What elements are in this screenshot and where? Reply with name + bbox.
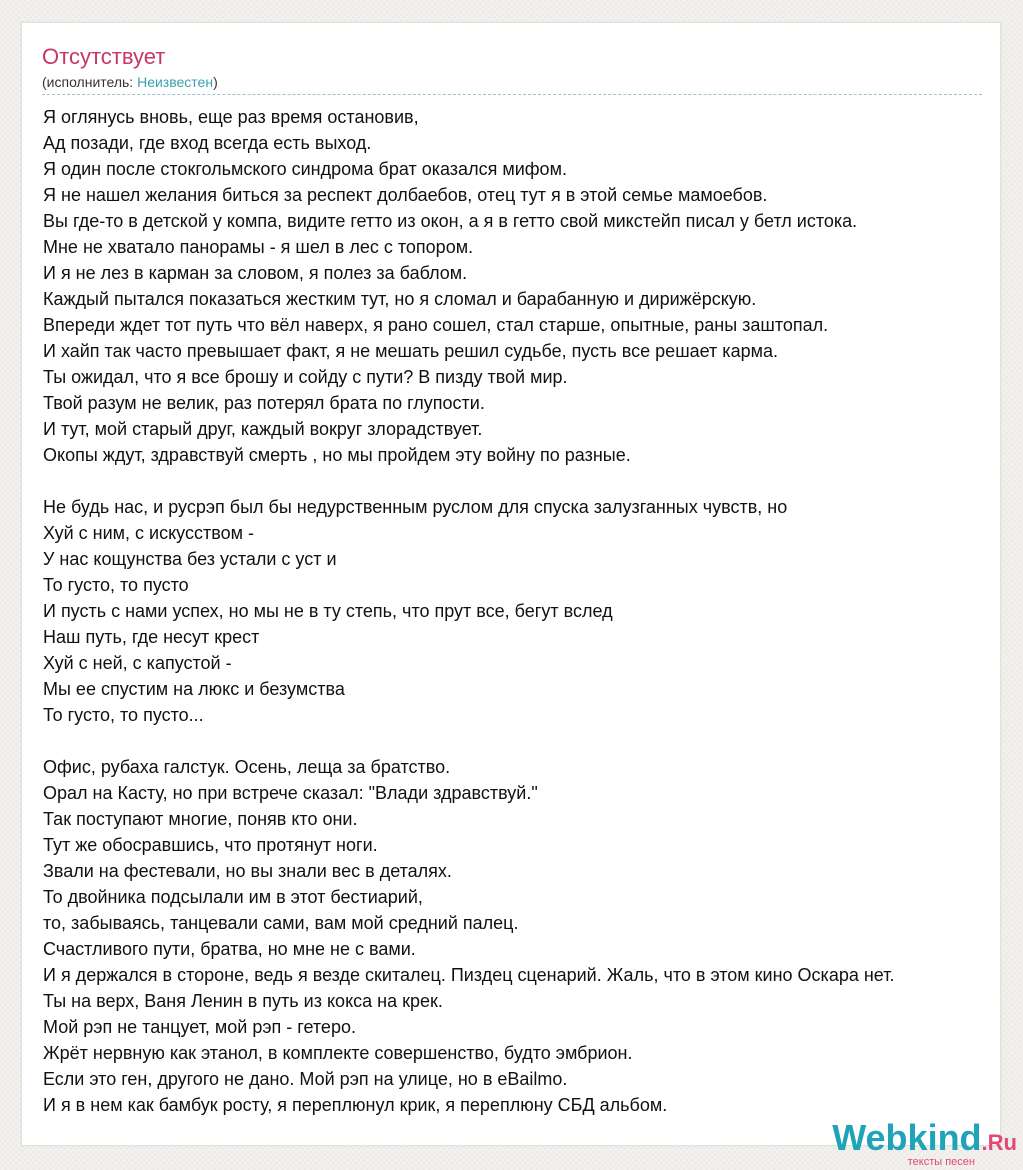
lyric-line: Вы где-то в детской у компа, видите гетто из окон, а я в гетто свой микстейп писал у бетл истока. — [43, 211, 858, 231]
stanza-gap — [43, 468, 1003, 494]
lyric-line: Мой рэп не танцует, мой рэп - гетеро. — [43, 1017, 356, 1037]
lyric-line: И тут, мой старый друг, каждый вокруг злорадствует. — [43, 419, 483, 439]
lyric-line: Так поступают многие, поняв кто они. — [43, 809, 358, 829]
lyric-line: Жрёт нервную как этанол, в комплекте совершенство, будто эмбрион. — [43, 1043, 633, 1063]
song-title: Отсутствует — [42, 44, 166, 69]
lyric-line: То густо, то пусто... — [43, 705, 204, 725]
logo-main-text: Webkind — [832, 1117, 982, 1158]
lyric-line: И я держался в стороне, ведь я везде скиталец. Пиздец сценарий. Жаль, что в этом кино Оскара нет. — [43, 965, 895, 985]
lyric-line: Если это ген, другого не дано. Мой рэп на улице, но в eBailmo. — [43, 1069, 568, 1089]
artist-suffix: ) — [213, 74, 218, 90]
verse-2 — [43, 494, 1003, 728]
lyric-line: Наш путь, где несут крест — [43, 627, 260, 647]
lyric-line: Хуй с ним, с искусством - — [43, 523, 254, 543]
artist-link[interactable]: Неизвестен — [137, 74, 214, 90]
lyrics-card — [21, 22, 1001, 1146]
logo-tagline: тексты песен — [907, 1156, 975, 1168]
lyric-line: Мне не хватало панорамы - я шел в лес с топором. — [43, 237, 474, 257]
divider — [42, 94, 982, 95]
lyric-line: Ад позади, где вход всегда есть выход. — [43, 133, 372, 153]
lyric-line: И пусть с нами успех, но мы не в ту степь, что прут все, бегут вслед — [43, 601, 613, 621]
lyric-line: Впереди ждет тот путь что вёл наверх, я рано сошел, стал старше, опытные, раны заштопал. — [43, 315, 829, 335]
lyric-line: то, забываясь, танцевали сами, вам мой средний палец. — [43, 913, 519, 933]
lyric-line: Звали на фестевали, но вы знали вес в деталях. — [43, 861, 452, 881]
lyric-line: Офис, рубаха галстук. Осень, леща за братство. — [43, 757, 451, 777]
lyrics-text — [43, 104, 1003, 1118]
lyric-line: Окопы ждут, здравствуй смерть , но мы пройдем эту войну по разные. — [43, 445, 631, 465]
artist-line — [42, 73, 218, 91]
lyric-line: И я в нем как бамбук росту, я переплюнул крик, я переплюну СБД альбом. — [43, 1095, 668, 1115]
verse-1 — [43, 104, 1003, 468]
lyric-line: Счастливого пути, братва, но мне не с вами. — [43, 939, 416, 959]
lyric-line: Ты на верх, Ваня Ленин в путь из кокса на крек. — [43, 991, 443, 1011]
stanza-gap — [43, 728, 1003, 754]
lyric-line: Орал на Касту, но при встрече сказал: "Влади здравствуй." — [43, 783, 538, 803]
lyric-line: То густо, то пусто — [43, 575, 189, 595]
lyric-line: То двойника подсылали им в этот бестиарий, — [43, 887, 423, 907]
lyric-line: Твой разум не велик, раз потерял брата по глупости. — [43, 393, 485, 413]
lyric-line: Не будь нас, и русрэп был бы недурственным руслом для спуска залузганных чувств, но — [43, 497, 788, 517]
lyric-line: Ты ожидал, что я все брошу и сойду с пути? В пизду твой мир. — [43, 367, 568, 387]
lyric-line: Я один после стокгольмского синдрома брат оказался мифом. — [43, 159, 567, 179]
lyric-line: Хуй с ней, с капустой - — [43, 653, 232, 673]
lyric-line: Я не нашел желания биться за респект долбаебов, отец тут я в этой семье мамоебов. — [43, 185, 768, 205]
artist-prefix: (исполнитель: — [42, 74, 138, 90]
verse-3 — [43, 754, 1003, 1118]
lyric-line: Тут же обосравшись, что протянут ноги. — [43, 835, 378, 855]
lyric-line: Я оглянусь вновь, еще раз время остановив, — [43, 107, 419, 127]
logo-suffix: .Ru — [981, 1130, 1017, 1155]
site-logo[interactable] — [832, 1119, 1017, 1168]
lyric-line: И хайп так часто превышает факт, я не мешать решил судьбе, пусть все решает карма. — [43, 341, 778, 361]
lyric-line: Мы ее спустим на люкс и безумства — [43, 679, 345, 699]
lyric-line: Каждый пытался показаться жестким тут, но я сломал и барабанную и дирижёрскую. — [43, 289, 757, 309]
lyric-line: У нас кощунства без устали с уст и — [43, 549, 337, 569]
lyric-line: И я не лез в карман за словом, я полез за баблом. — [43, 263, 468, 283]
